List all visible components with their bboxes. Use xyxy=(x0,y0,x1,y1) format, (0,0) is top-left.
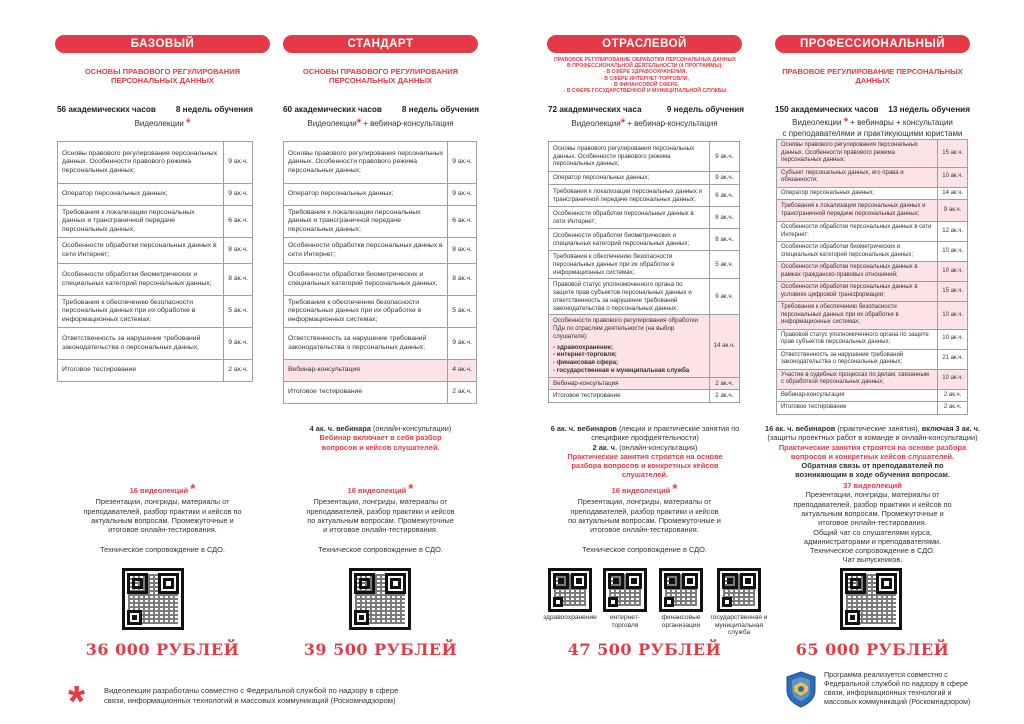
support-text: Техническое сопровождение в СДО. xyxy=(318,545,443,554)
module-hours: 10 ак.ч. xyxy=(938,167,968,187)
module-name: Особенности обработки персональных данных в сети Интернет; xyxy=(549,207,710,229)
module-row xyxy=(549,229,740,251)
qr-code[interactable] xyxy=(840,568,902,630)
module-name: Особенности обработки персональных данных в сети Интернет; xyxy=(284,238,448,264)
module-row xyxy=(777,222,968,242)
module-row xyxy=(549,251,740,279)
module-row xyxy=(777,282,968,302)
module-row xyxy=(777,167,968,187)
module-hours: 14 ак.ч. xyxy=(709,315,739,377)
materials-text: Презентации, лонгриды, материалы от преподавателей, разбор практики и кейсов по актуальным вопросам. Промежуточные и итоговое онлайн-тестирования. xyxy=(568,497,721,534)
module-hours: 2 ак.ч. xyxy=(938,389,968,402)
qr-code-government[interactable] xyxy=(717,568,761,612)
module-name: Оператор персональных данных; xyxy=(777,187,938,200)
module-name: Ответственность за нарушение требований законодательства о персональных данных; xyxy=(284,328,448,360)
academic-hours: 56 академических часов xyxy=(57,105,156,114)
module-name: Итоговое тестирование xyxy=(549,390,710,403)
modules-table xyxy=(548,141,740,403)
module-name: Основы правового регулирования персональных данных. Особенности правового режима персональных данных; xyxy=(58,142,224,184)
module-row xyxy=(58,238,253,264)
module-name: Особенности обработки персональных данных в сети Интернет; xyxy=(58,238,224,264)
webinar-block: 4 ак. ч. вебинара (онлайн-консультации) Вебинар включает в себя разбор вопросов и кейсов слушателей. xyxy=(309,424,452,452)
module-row xyxy=(777,262,968,282)
module-hours: 9 ак.ч. xyxy=(709,279,739,315)
module-hours: 8 ак.ч. xyxy=(709,207,739,229)
module-row xyxy=(549,377,740,390)
program-title-line: - В ФИНАНСОВОЙ СФЕРЕ, xyxy=(610,81,680,88)
price: 65 000 РУБЛЕЙ xyxy=(795,640,950,659)
module-hours: 10 ак.ч. xyxy=(938,242,968,262)
tariff-pill-professional: ПРОФЕССИОНАЛЬНЫЙ xyxy=(775,35,970,53)
module-hours: 8 ак.ч. xyxy=(224,238,253,264)
program-title-line: - В СФЕРЕ ЗДРАВООХРАНЕНИЯ, xyxy=(603,69,687,76)
program-title xyxy=(530,57,760,94)
tariff-pill-basic: БАЗОВЫЙ xyxy=(55,35,270,53)
module-hours: 12 ак.ч. xyxy=(938,222,968,242)
module-row xyxy=(777,187,968,200)
module-name: Особенности обработки биометрических и специальных категорий персональных данных; xyxy=(549,229,710,251)
format-line: Видеолекции* + вебинар-консультация xyxy=(307,117,454,129)
qr-label: здравоохранение xyxy=(543,614,597,621)
module-name: Требования к обеспечению безопасности персональных данных при их обработке в информационных системах; xyxy=(777,302,938,330)
module-name: Ответственность за нарушение требований законодательства о персональных данных; xyxy=(58,328,224,360)
program-title-line: - В СФЕРЕ ИНТЕРНЕТ-ТОРГОВЛИ, xyxy=(601,75,689,82)
module-row xyxy=(549,390,740,403)
module-row xyxy=(284,264,477,296)
academic-hours: 60 академических часов xyxy=(283,105,382,114)
webinar-block: 16 ак. ч. вебинаров (практические занятия), включая 3 ак. ч. (защиты проектных работ в команде и онлайн-консультации) Практические занятия строятся на основе разбора вопросов и конкретных кейсов слушателей. Обратная связь от преподавателей по возникающим в ходе обучения вопросам. xyxy=(765,424,980,480)
module-name: Особенности обработки персональных данных в условиях цифровой трансформации; xyxy=(777,282,938,302)
support-text: Техническое сопровождение в СДО. xyxy=(810,546,935,555)
module-hours: 5 ак.ч. xyxy=(224,296,253,328)
module-name: Требования к локализации персональных данных и трансграничной передаче персональных данных; xyxy=(58,206,224,238)
module-hours: 15 ак.ч. xyxy=(938,140,968,168)
module-name: Основы правового регулирования персональных данных. Особенности правового режима персональных данных; xyxy=(549,142,710,172)
module-row xyxy=(284,328,477,360)
industry-option: - интернет-торговля; xyxy=(553,351,617,359)
module-hours: 8 ак.ч. xyxy=(224,264,253,296)
module-hours: 9 ак.ч. xyxy=(224,142,253,184)
qr-code[interactable] xyxy=(349,568,411,630)
price: 39 500 РУБЛЕЙ xyxy=(303,640,458,659)
module-row xyxy=(777,140,968,168)
module-row xyxy=(777,242,968,262)
webinar-block: 6 ак. ч. вебинаров (лекции и практические занятия по специфике профдеятельности) 2 ак. ч. (онлайн-консультация) Практические занятия строятся на основе разбора вопросов и конкретных кейсов слушателей. xyxy=(550,424,740,480)
industry-option: - государственная и муниципальная служба xyxy=(553,366,690,374)
program-title-line: - В СФЕРЕ ГОСУДАРСТВЕННОЙ И МУНИЦИПАЛЬНОЙ СЛУЖБЫ xyxy=(563,88,727,95)
price: 36 000 РУБЛЕЙ xyxy=(85,640,240,659)
module-row xyxy=(58,206,253,238)
module-hours: 9 ак.ч. xyxy=(709,172,739,185)
module-row xyxy=(284,184,477,206)
qr-label: финансовые организации xyxy=(661,614,701,629)
module-row xyxy=(284,296,477,328)
academic-hours: 150 академических часов xyxy=(775,105,879,114)
weeks: 8 недель обучения xyxy=(175,105,253,114)
module-name: Субъект персональных данных, его права и обязанности; xyxy=(777,167,938,187)
module-row xyxy=(284,360,477,382)
module-name: Требования к обеспечению безопасности персональных данных при их обработке в информационных системах; xyxy=(58,296,224,328)
modules-table xyxy=(57,141,253,382)
weeks: 13 недель обучения xyxy=(888,105,970,114)
module-name: Особенности правового регулирования обработки ПДн по отраслям деятельности (на выбор слушателя): - здравоохранение; - интернет-торговля; - финансовая сфера; - государственная и муниципальная служба xyxy=(549,315,710,377)
materials-text: Презентации, лонгриды, материалы от преподавателей, разбор практики и кейсов по актуальным вопросам. Промежуточные и итоговое онлайн-тестирования. xyxy=(306,497,455,534)
module-hours: 8 ак.ч. xyxy=(709,229,739,251)
module-hours: 9 ак.ч. xyxy=(448,328,477,360)
program-title: ОСНОВЫ ПРАВОВОГО РЕГУЛИРОВАНИЯ ПЕРСОНАЛЬНЫХ ДАННЫХ xyxy=(84,67,241,86)
duration-row xyxy=(57,105,253,114)
module-hours: 2 ак.ч. xyxy=(709,377,739,390)
module-name: Вебинар-консультация xyxy=(549,377,710,390)
module-row xyxy=(58,142,253,184)
module-hours: 15 ак.ч. xyxy=(938,282,968,302)
support-text: Техническое сопровождение в СДО. xyxy=(100,545,225,554)
asterisk-icon: * xyxy=(356,117,362,129)
module-name: Требования к обеспечению безопасности персональных данных при их обработке в информационных системах; xyxy=(549,251,710,279)
module-hours: 5 ак.ч. xyxy=(448,296,477,328)
module-name: Вебинар-консультация xyxy=(777,389,938,402)
asterisk-icon: * xyxy=(843,116,848,128)
module-row xyxy=(284,142,477,184)
module-hours: 6 ак.ч. xyxy=(448,206,477,238)
module-row xyxy=(549,279,740,315)
program-title-line: ПРАВОВОЕ РЕГУЛИРОВАНИЕ ОБРАБОТКИ ПЕРСОНАЛЬНЫХ ДАННЫХ xyxy=(553,57,737,63)
weeks: 8 недель обучения xyxy=(401,105,479,114)
format-line: Видеолекции* + вебинар-консультация xyxy=(571,117,718,129)
qr-code-ecommerce[interactable] xyxy=(603,568,647,612)
module-hours: 6 ак.ч. xyxy=(709,185,739,207)
program-title-line: В ПРОФЕССИОНАЛЬНОЙ ДЕЯТЕЛЬНОСТИ (4 ПРОГРАММЫ): xyxy=(566,63,724,70)
module-row xyxy=(284,206,477,238)
asterisk-icon: * xyxy=(408,481,414,496)
module-hours: 9 ак.ч. xyxy=(448,184,477,206)
module-hours: 2 ак.ч. xyxy=(448,382,477,404)
module-row xyxy=(58,296,253,328)
module-hours: 9 ак.ч. xyxy=(938,200,968,222)
program-title: ОСНОВЫ ПРАВОВОГО РЕГУЛИРОВАНИЯ ПЕРСОНАЛЬНЫХ ДАННЫХ xyxy=(302,67,459,86)
videos-block: 16 видеолекций * Презентации, лонгриды, материалы от преподавателей, разбор практики и кейсов по актуальным вопросам. Промежуточные и итоговое онлайн-тестирования. xyxy=(83,481,242,534)
module-row xyxy=(777,349,968,369)
module-row xyxy=(58,184,253,206)
module-hours: 6 ак.ч. xyxy=(224,206,253,238)
footnote-right: Программа реализуется совместно с Федеральной службой по надзору в сфере связи, информационных технологий и массовых коммуникаций (Роскомнадзором) xyxy=(824,670,971,706)
module-name: Итоговое тестирование xyxy=(58,360,224,382)
module-hours: 2 ак.ч. xyxy=(938,402,968,415)
format-line: Видеолекции * + вебинары + консультации с преподавателями и практикующими юристами xyxy=(782,116,963,139)
price: 47 500 РУБЛЕЙ xyxy=(567,640,722,659)
module-row xyxy=(284,238,477,264)
module-row xyxy=(777,389,968,402)
module-name: Особенности обработки персональных данных в рамках гражданско-правовых отношений; xyxy=(777,262,938,282)
tariff-pill-standard: СТАНДАРТ xyxy=(283,35,478,53)
module-hours: 2 ак.ч. xyxy=(709,390,739,403)
videos-block: 16 видеолекций * Презентации, лонгриды, материалы от преподавателей, разбор практики и кейсов по актуальным вопросам. Промежуточные и итоговое онлайн-тестирования. xyxy=(306,481,455,534)
module-hours: 9 ак.ч. xyxy=(709,142,739,172)
module-name: Особенности обработки биометрических и специальных категорий персональных данных; xyxy=(777,242,938,262)
module-hours: 14 ак.ч. xyxy=(938,187,968,200)
module-name: Требования к локализации персональных данных и трансграничной передаче персональных данных; xyxy=(777,200,938,222)
roskomnadzor-emblem-icon xyxy=(784,670,818,708)
duration-row xyxy=(548,105,744,114)
qr-code[interactable] xyxy=(122,568,184,630)
module-hours: 8 ак.ч. xyxy=(448,238,477,264)
module-name: Основы правового регулирования персональных данных. Особенности правового режима персональных данных; xyxy=(777,140,938,168)
module-hours: 10 ак.ч. xyxy=(938,369,968,389)
module-row-industry xyxy=(549,315,740,377)
module-hours: 4 ак.ч. xyxy=(448,360,477,382)
module-hours: 9 ак.ч. xyxy=(224,328,253,360)
format-line: Видеолекции * xyxy=(134,117,191,129)
module-hours: 9 ак.ч. xyxy=(448,142,477,184)
module-name: Особенности обработки биометрических и специальных категорий персональных данных; xyxy=(58,264,224,296)
module-name: Ответственность за нарушение требований законодательства о персональных данных; xyxy=(777,349,938,369)
module-name: Требования к локализации персональных данных и трансграничной передаче персональных данных; xyxy=(284,206,448,238)
module-name: Особенности обработки биометрических и специальных категорий персональных данных; xyxy=(284,264,448,296)
asterisk-icon: * xyxy=(672,481,678,496)
module-hours: 9 ак.ч. xyxy=(224,184,253,206)
materials-text: Презентации, лонгриды, материалы от преподавателей, разбор практики и кейсов по актуальным вопросам. Промежуточные и итоговое онлайн-тестирования. xyxy=(793,490,952,527)
module-name: Оператор персональных данных; xyxy=(284,184,448,206)
weeks: 9 недель обучения xyxy=(666,105,744,114)
module-name: Вебинар-консультация xyxy=(284,360,448,382)
module-row xyxy=(777,402,968,415)
big-asterisk-icon: * xyxy=(68,677,86,724)
videos-block: 16 видеолекций * Презентации, лонгриды, материалы от преподавателей, разбор практики и кейсов по актуальным вопросам. Промежуточные и итоговое онлайн-тестирования. xyxy=(568,481,721,534)
module-row xyxy=(58,328,253,360)
modules-table xyxy=(776,139,968,415)
asterisk-icon: * xyxy=(620,117,626,129)
module-name: Оператор персональных данных; xyxy=(58,184,224,206)
qr-label: интернет-торговля xyxy=(610,614,640,629)
module-hours: 10 ак.ч. xyxy=(938,329,968,349)
module-row xyxy=(549,142,740,172)
support-text: Техническое сопровождение в СДО. xyxy=(582,545,707,554)
module-row xyxy=(777,200,968,222)
module-row xyxy=(284,382,477,404)
module-name: Правовой статус уполномоченного органа по защите прав субъектов персональных данных и ответственность за нарушение требований законодательства о персональных данных; xyxy=(549,279,710,315)
module-name: Особенности обработки персональных данных в сети Интернет; xyxy=(777,222,938,242)
qr-label: государственная и муниципальная служба xyxy=(710,614,768,637)
module-name: Итоговое тестирование xyxy=(777,402,938,415)
footnote-left: Видеолекции разработаны совместно с Федеральной службой по надзору в сфере связи, информационных технологий и массовых коммуникаций (Роскомнадзором) xyxy=(104,686,399,705)
module-hours: 5 ак.ч. xyxy=(709,251,739,279)
asterisk-icon: * xyxy=(190,481,196,496)
asterisk-icon: * xyxy=(186,117,191,129)
module-name: Правовой статус уполномоченного органа по защите прав субъектов персональных данных; xyxy=(777,329,938,349)
program-title: ПРАВОВОЕ РЕГУЛИРОВАНИЕ ПЕРСОНАЛЬНЫХ ДАННЫХ xyxy=(782,67,963,86)
industry-option: - финансовая сфера; xyxy=(553,359,619,366)
module-row xyxy=(58,264,253,296)
module-hours: 2 ак.ч. xyxy=(224,360,253,382)
module-name: Участие в судебных процессах по делам, связанным с обработкой персональных данных; xyxy=(777,369,938,389)
duration-row xyxy=(283,105,479,114)
module-hours: 8 ак.ч. xyxy=(448,264,477,296)
module-name: Итоговое тестирование xyxy=(284,382,448,404)
module-name: Основы правового регулирования персональных данных. Особенности правового режима персональных данных; xyxy=(284,142,448,184)
industry-option: - здравоохранение; xyxy=(553,343,614,351)
academic-hours: 72 академических часа xyxy=(548,105,642,114)
module-row xyxy=(549,207,740,229)
module-row xyxy=(777,369,968,389)
graduates-chat-text: Чат выпускников. xyxy=(842,555,903,564)
qr-code-finance[interactable] xyxy=(659,568,703,612)
module-row xyxy=(549,172,740,185)
module-hours: 10 ак.ч. xyxy=(938,302,968,330)
tariff-pill-industry: ОТРАСЛЕВОЙ xyxy=(547,35,742,53)
module-row xyxy=(777,302,968,330)
module-hours: 21 ак.ч. xyxy=(938,349,968,369)
module-row xyxy=(549,185,740,207)
module-name: Требования к обеспечению безопасности персональных данных при их обработке в информационных системах; xyxy=(284,296,448,328)
module-hours: 10 ак.ч. xyxy=(938,262,968,282)
chat-text: Общий чат со слушателями курса, администраторами и преподавателями. xyxy=(803,528,942,547)
videos-block: 37 видеолекций Презентации, лонгриды, материалы от преподавателей, разбор практики и кейсов по актуальным вопросам. Промежуточные и итоговое онлайн-тестирования. xyxy=(765,481,980,527)
duration-row xyxy=(775,105,970,114)
module-row xyxy=(58,360,253,382)
modules-table xyxy=(283,141,477,404)
qr-code-health[interactable] xyxy=(548,568,592,612)
module-name: Оператор персональных данных; xyxy=(549,172,710,185)
materials-text: Презентации, лонгриды, материалы от преподавателей, разбор практики и кейсов по актуальным вопросам. Промежуточные и итоговое онлайн-тестирования. xyxy=(83,497,242,534)
module-name: Требования к локализации персональных данных и трансграничной передаче персональных данных; xyxy=(549,185,710,207)
module-row xyxy=(777,329,968,349)
